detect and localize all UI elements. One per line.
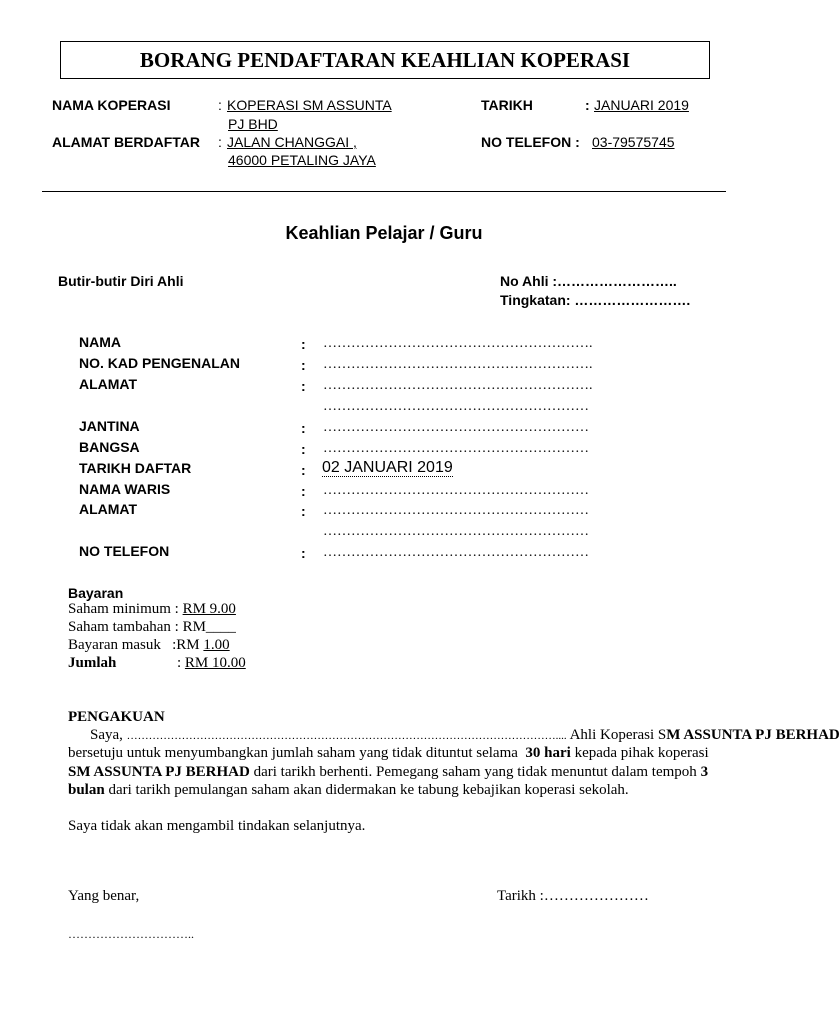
jumlah-label: Jumlah — [68, 655, 117, 671]
colon-nama: : — [301, 336, 306, 352]
pengakuan-line4-text: dari tarikh pemulangan saham akan didermakan ke tabung kebajikan koperasi sekolah. — [104, 782, 629, 798]
saham-minimum-row — [68, 601, 236, 618]
pengakuan-bulan: bulan — [68, 782, 105, 798]
saham-minimum-value: RM 9.00 — [182, 601, 236, 617]
saham-minimum-label: Saham minimum : — [68, 601, 183, 617]
alamat-input-line2[interactable]: ………………………………………………… — [323, 399, 589, 414]
jumlah-value: RM 10.00 — [184, 655, 246, 671]
colon-nama-waris: : — [301, 483, 306, 499]
alamat-input-line1[interactable]: …………………………………………………. — [323, 378, 593, 393]
pengakuan-name-field[interactable]: ……………………………………………………………………………………………………….... — [126, 730, 567, 742]
colon-kad: : — [301, 357, 306, 373]
pengakuan-line2 — [68, 745, 709, 762]
form-title: BORANG PENDAFTARAN KEAHLIAN KOPERASI — [139, 48, 631, 72]
section-title: Keahlian Pelajar / Guru — [285, 223, 483, 243]
alamat-waris-input-line1[interactable]: ………………………………………………… — [323, 503, 589, 518]
field-label-no-telefon: NO TELEFON — [79, 543, 170, 559]
bayaran-masuk-row — [68, 637, 230, 654]
signature-line[interactable]: ………………………….. — [68, 927, 194, 941]
colon-jantina: : — [301, 420, 306, 436]
tarikh-label: TARIKH — [481, 97, 533, 113]
field-label-alamat-waris: ALAMAT — [79, 501, 138, 517]
pengakuan-30-hari: 30 hari — [525, 745, 571, 761]
pengakuan-3: 3 — [700, 764, 709, 780]
field-label-alamat: ALAMAT — [79, 376, 138, 392]
alamat-berdaftar-sep: : — [218, 134, 222, 150]
nama-koperasi-label: NAMA KOPERASI — [52, 97, 171, 113]
pengakuan-ahli: Ahli Koperasi S — [566, 727, 667, 743]
pengakuan-line2-text: bersetuju untuk menyumbangkan jumlah saham yang tidak dituntut selama — [68, 745, 526, 761]
no-telefon-header-value: 03-79575745 — [592, 134, 675, 150]
bayaran-masuk-value: 1.00 — [203, 637, 230, 653]
field-label-tarikh-daftar: TARIKH DAFTAR — [79, 460, 192, 476]
title-box — [60, 41, 710, 79]
pengakuan-line3-text: dari tarikh berhenti. Pemegang saham yang tidak menuntut dalam tempoh — [249, 764, 701, 780]
colon-no-telefon: : — [301, 545, 306, 561]
kad-pengenalan-input[interactable]: …………………………………………………. — [323, 357, 593, 372]
field-label-jantina: JANTINA — [79, 418, 140, 434]
nama-waris-input[interactable]: ………………………………………………… — [323, 483, 589, 498]
field-label-nama: NAMA — [79, 334, 121, 350]
field-label-nama-waris: NAMA WARIS — [79, 481, 171, 497]
field-label-bangsa: BANGSA — [79, 439, 140, 455]
no-ahli-field[interactable]: No Ahli :…………………….. — [500, 273, 677, 289]
saham-tambahan-label: Saham tambahan : — [68, 619, 183, 635]
butir-diri-label: Butir-butir Diri Ahli — [58, 273, 184, 289]
colon-alamat: : — [301, 378, 306, 394]
field-label-kad-pengenalan: NO. KAD PENGENALAN — [79, 355, 241, 371]
pengakuan-line3 — [68, 764, 708, 781]
pengakuan-koperasi-name: M ASSUNTA PJ BERHAD — [666, 727, 840, 743]
nama-koperasi-sep: : — [218, 97, 222, 113]
jantina-input[interactable]: ………………………………………………… — [323, 420, 589, 435]
pengakuan-line2-end: kepada pihak koperasi — [570, 745, 709, 761]
pengakuan-closing: Saya tidak akan mengambil tindakan selanjutnya. — [68, 818, 366, 834]
header-divider — [42, 191, 726, 192]
jumlah-sep: : — [177, 655, 185, 671]
pengakuan-line4 — [68, 782, 629, 799]
colon-alamat-waris: : — [301, 503, 306, 519]
alamat-waris-input-line2[interactable]: ………………………………………………… — [323, 524, 589, 539]
no-telefon-input[interactable]: ………………………………………………… — [323, 545, 589, 560]
tarikh-sep: : — [585, 97, 590, 113]
jumlah-row — [177, 655, 246, 672]
alamat-berdaftar-label: ALAMAT BERDAFTAR — [52, 134, 201, 150]
bayaran-heading: Bayaran — [68, 585, 124, 601]
tarikh-daftar-value[interactable] — [322, 459, 453, 477]
nama-koperasi-value-line1: KOPERASI SM ASSUNTA — [227, 97, 392, 113]
alamat-berdaftar-value-line1: JALAN CHANGGAI , — [227, 134, 357, 150]
tingkatan-field[interactable]: Tingkatan: ……………………. — [500, 292, 691, 308]
pengakuan-heading: PENGAKUAN — [68, 709, 165, 725]
signature-tarikh-field[interactable]: Tarikh :………………… — [497, 888, 649, 904]
bayaran-masuk-label: Bayaran masuk :RM — [68, 637, 204, 653]
tarikh-value: JANUARI 2019 — [594, 97, 689, 113]
yang-benar-label: Yang benar, — [68, 888, 140, 904]
saham-tambahan-value[interactable]: RM____ — [182, 619, 236, 635]
colon-bangsa: : — [301, 441, 306, 457]
saham-tambahan-row — [68, 619, 236, 636]
pengakuan-koperasi-name-2: SM ASSUNTA PJ BERHAD — [68, 764, 250, 780]
pengakuan-line1 — [90, 727, 840, 744]
tarikh-daftar-text: 02 JANUARI 2019 — [322, 459, 453, 476]
alamat-berdaftar-value-line2: 46000 PETALING JAYA — [228, 152, 376, 168]
nama-koperasi-value-line2: PJ BHD — [228, 116, 278, 132]
bangsa-input[interactable]: ………………………………………………… — [323, 441, 589, 456]
no-telefon-header-label: NO TELEFON : — [481, 134, 580, 150]
pengakuan-saya: Saya, — [90, 727, 127, 743]
nama-input[interactable]: …………………………………………………. — [323, 336, 593, 351]
colon-tarikh-daftar: : — [301, 462, 306, 478]
